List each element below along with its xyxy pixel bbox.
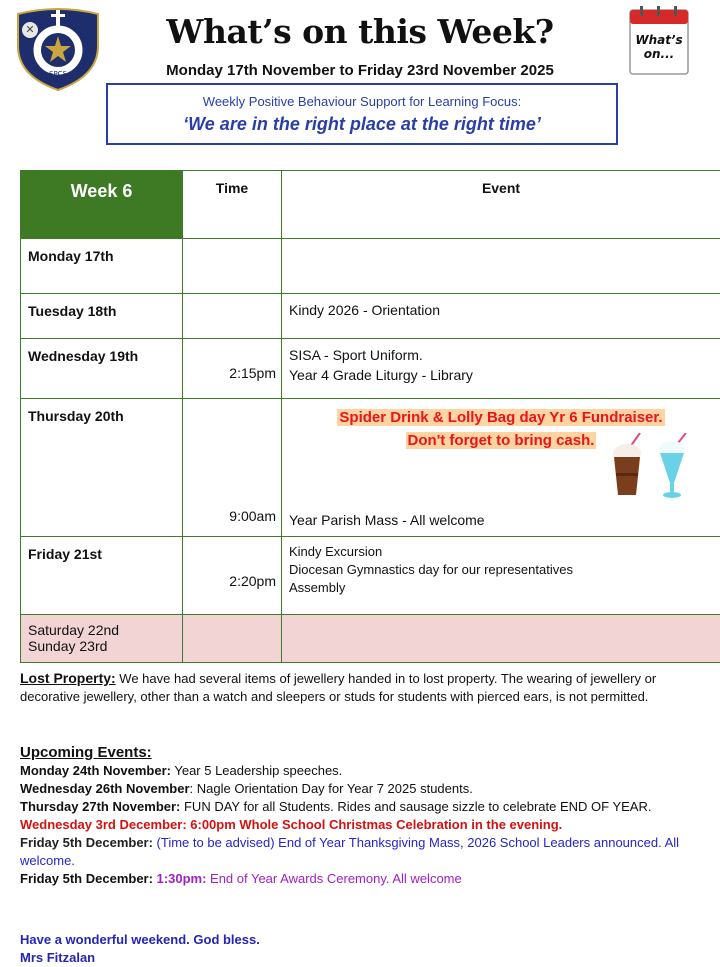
event-text: Assembly [289,579,720,597]
table-row [21,339,720,399]
list-item: Thursday 27th November: FUN DAY for all Students. Rides and sausage sizzle to celebrate END OF YEAR. [20,798,700,816]
page-title: What’s on this Week? [0,12,720,51]
event-header: Event [282,171,720,239]
signoff-line: Have a wonderful weekend. God bless. [20,931,700,949]
focus-box [106,83,618,145]
table-row [21,399,720,537]
event-cell [282,294,720,339]
week-header: Week 6 [21,171,183,239]
day-label: Monday 17th [21,239,183,294]
time-header: Time [183,171,282,239]
event-text: Year Parish Mass - All welcome [289,512,485,528]
lost-property-section [20,669,700,706]
table-header-row [21,171,720,239]
focus-label: Weekly Positive Behaviour Support for Learning Focus: [108,94,616,109]
close-icon[interactable]: ✕ [22,22,38,38]
list-item: Friday 5th December: 1:30pm: End of Year Awards Ceremony. All welcome [20,870,700,888]
time-cell [183,399,282,537]
focus-quote: ‘We are in the right place at the right time’ [108,114,616,135]
event-text: Kindy Excursion [289,543,720,561]
upcoming-events-section [20,744,700,888]
day-label: Friday 21st [21,537,183,615]
day-label: Thursday 20th [21,399,183,537]
signoff-name: Mrs Fitzalan [20,949,700,967]
list-item: Friday 5th December: (Time to be advised) End of Year Thanksgiving Mass, 2026 School Leaders announced. All welcome. [20,834,700,870]
calendar-icon [628,4,690,76]
upcoming-heading: Upcoming Events: [20,744,700,762]
time-text: 2:15pm [183,339,281,381]
event-cell [282,615,720,663]
fundraiser-highlight: Spider Drink & Lolly Bag day Yr 6 Fundraiser. [337,409,664,426]
list-item: Wednesday 3rd December: 6:00pm Whole School Christmas Celebration in the evening. [20,816,700,834]
weekend-day-label: Saturday 22nd Sunday 23rd [21,615,183,663]
event-cell [282,399,720,537]
time-cell [183,537,282,615]
lost-property-heading: Lost Property: [20,670,116,686]
table-row [21,537,720,615]
schedule-table [20,170,720,663]
event-cell [282,239,720,294]
cash-reminder-highlight: Don't forget to bring cash. [406,432,597,449]
event-cell [282,537,720,615]
event-text: Year 4 Grade Liturgy - Library [289,365,720,385]
date-range: Monday 17th November to Friday 23rd November 2025 [0,62,720,79]
event-text: SISA - Sport Uniform. [289,345,720,365]
logo-text: SPCS [49,70,68,78]
time-cell [183,239,282,294]
time-cell [183,294,282,339]
table-row [21,615,720,663]
table-row [21,294,720,339]
time-text: 9:00am [229,508,276,524]
event-text: Kindy 2026 - Orientation [282,294,720,318]
signoff [20,931,700,967]
whats-on-line2: on... [644,47,674,61]
time-text: 2:20pm [183,537,281,589]
table-row [21,239,720,294]
list-item: Wednesday 26th November: Nagle Orientation Day for Year 7 2025 students. [20,780,700,798]
day-label: Wednesday 19th [21,339,183,399]
milkshake-drinks-icon [608,433,698,505]
list-item: Monday 24th November: Year 5 Leadership speeches. [20,762,700,780]
event-text: Diocesan Gymnastics day for our representatives [289,561,720,579]
time-cell [183,339,282,399]
lost-property-text: We have had several items of jewellery handed in to lost property. The wearing of jewellery or decorative jewellery, other than a watch and sleepers or studs for students with pierced ears, is not permitted. [20,671,656,704]
time-cell [183,615,282,663]
event-cell [282,339,720,399]
day-label: Tuesday 18th [21,294,183,339]
whats-on-line1: What’s [635,33,682,47]
